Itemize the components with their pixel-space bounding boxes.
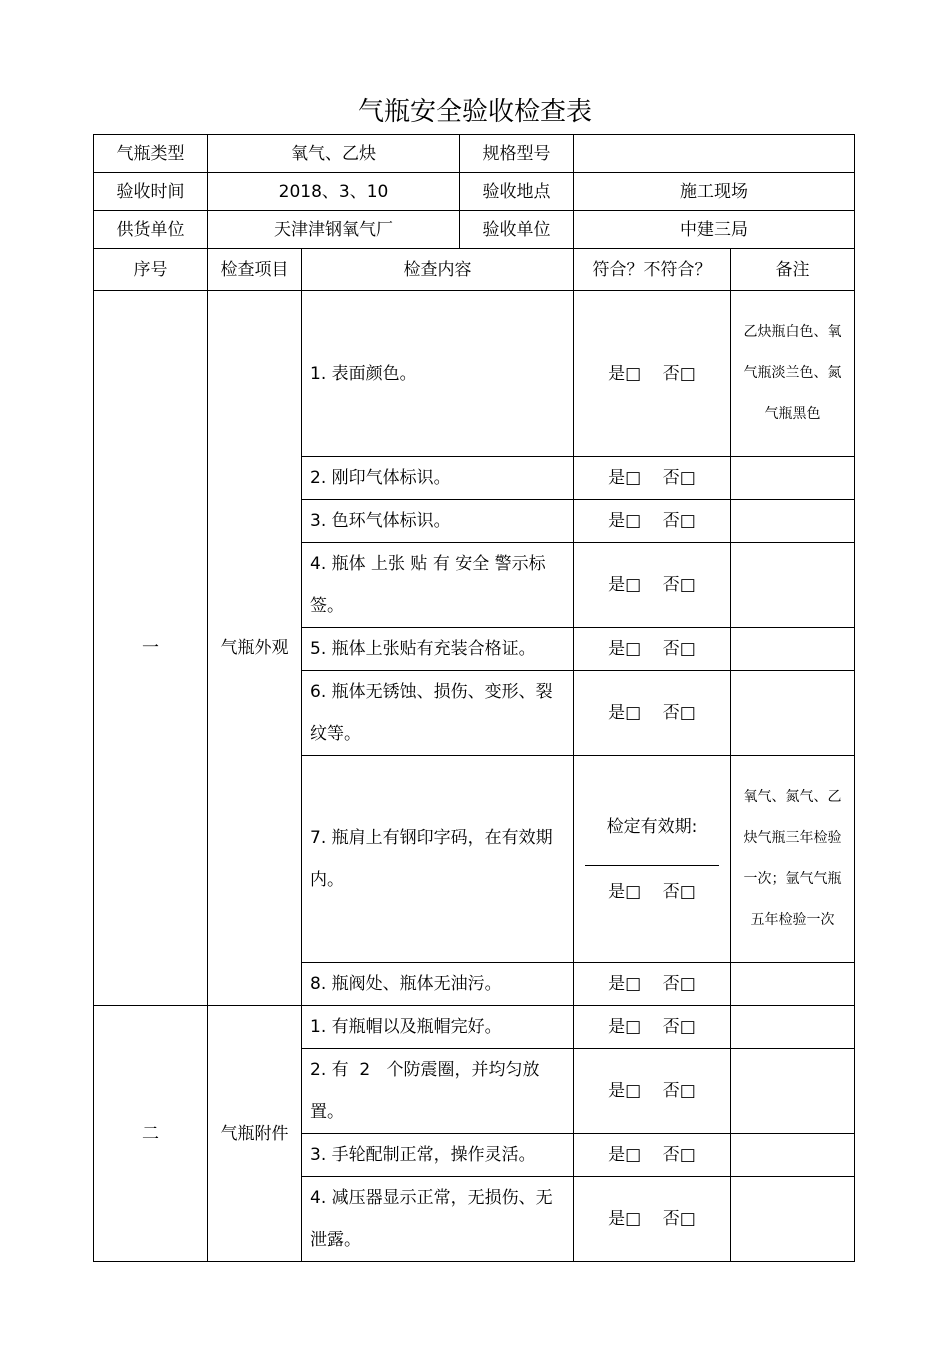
note-cell [731,1177,855,1262]
note-cell [731,1006,855,1049]
time-value: 2018、3、10 [208,173,460,211]
yes-no-checkbox[interactable]: 是□ 否□ [574,1134,731,1177]
header-row-type [94,135,855,173]
header-row-time [94,173,855,211]
note-cell: 乙炔瓶白色、氧气瓶淡兰色、氮气瓶黑色 [731,291,855,457]
col-item: 检查项目 [208,249,302,291]
note-cell [731,457,855,500]
type-value: 氧气、乙炔 [208,135,460,173]
section-seq: 二 [94,1006,208,1262]
yes-no-checkbox[interactable]: 是□ 否□ [574,543,731,628]
page-title: 气瓶安全验收检查表 [357,97,592,127]
check-content: 1. 有瓶帽以及瓶帽完好。 [302,1006,574,1049]
validity-label: 检定有效期: [606,816,698,837]
type-label: 气瓶类型 [94,135,208,173]
col-result: 符合？不符合？ [574,249,731,291]
yes-no-checkbox[interactable]: 是□ 否□ [574,628,731,671]
supplier-label: 供货单位 [94,211,208,249]
supplier-value: 天津津钢氧气厂 [208,211,460,249]
yes-no-checkbox[interactable]: 是□ 否□ [574,1177,731,1262]
yes-no-checkbox[interactable]: 是□ 否□ [574,500,731,543]
spec-label: 规格型号 [460,135,574,173]
validity-cell [574,756,731,963]
check-content: 1. 表面颜色。 [302,291,574,457]
table-row [94,1006,855,1049]
check-content: 2. 有 2 个防震圈，并均匀放置。 [302,1049,574,1134]
place-value: 施工现场 [574,173,855,211]
note-cell [731,500,855,543]
check-content: 8. 瓶阀处、瓶体无油污。 [302,963,574,1006]
yes-no-checkbox[interactable]: 是□ 否□ [574,963,731,1006]
check-content: 7. 瓶肩上有钢印字码，在有效期内。 [302,756,574,963]
note-cell [731,671,855,756]
check-content: 5. 瓶体上张贴有充装合格证。 [302,628,574,671]
yes-no-checkbox[interactable]: 是□ 否□ [574,671,731,756]
note-cell [731,963,855,1006]
column-header-row [94,249,855,291]
check-content: 6. 瓶体无锈蚀、损伤、变形、裂纹等。 [302,671,574,756]
yes-no-checkbox[interactable]: 是□ 否□ [574,1006,731,1049]
check-content: 4. 减压器显示正常，无损伤、无泄露。 [302,1177,574,1262]
check-content: 4. 瓶体 上张 贴 有 安全 警示标签。 [302,543,574,628]
yes-no-checkbox[interactable]: 是□ 否□ [574,457,731,500]
check-content: 3. 色环气体标识。 [302,500,574,543]
header-row-supplier [94,211,855,249]
section-item: 气瓶附件 [208,1006,302,1262]
table-row [94,291,855,457]
col-seq: 序号 [94,249,208,291]
section-item: 气瓶外观 [208,291,302,1006]
note-cell [731,1134,855,1177]
unit-label: 验收单位 [460,211,574,249]
col-note: 备注 [731,249,855,291]
note-cell [731,628,855,671]
spec-value [574,135,855,173]
check-content: 3. 手轮配制正常，操作灵活。 [302,1134,574,1177]
col-content: 检查内容 [302,249,574,291]
note-cell [731,1049,855,1134]
note-cell: 氧气、氮气、乙炔气瓶三年检验一次；氩气气瓶五年检验一次 [731,756,855,963]
check-content: 2. 刚印气体标识。 [302,457,574,500]
validity-date-blank[interactable] [585,865,719,866]
note-cell [731,543,855,628]
section-seq: 一 [94,291,208,1006]
inspection-table [93,134,855,1262]
place-label: 验收地点 [460,173,574,211]
unit-value: 中建三局 [574,211,855,249]
yes-no-checkbox[interactable]: 是□ 否□ [574,291,731,457]
time-label: 验收时间 [94,173,208,211]
yes-no-checkbox[interactable]: 是□ 否□ [608,881,696,902]
yes-no-checkbox[interactable]: 是□ 否□ [574,1049,731,1134]
